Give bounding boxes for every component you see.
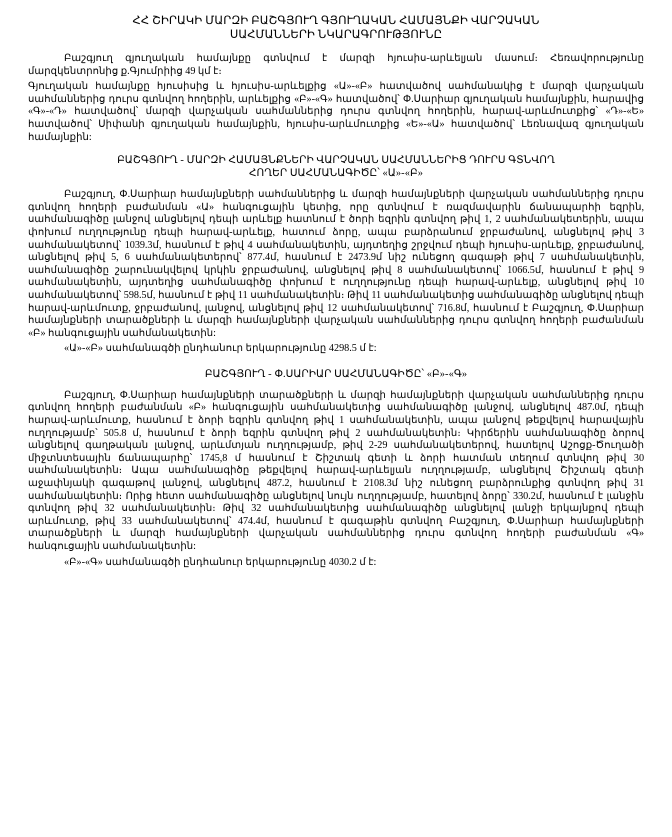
intro-paragraph-2: Գյուղական համայնքը հյուսիսից և հյուսիս-արևելքից «Ա»-«Բ» հատվածով սահմանակից է մարզի վարչական սահմաններից դուրս գտնվող հողերին, արևելքից «Բ»-«Գ» հատվածով՝ Փ.Սարիար գյուղական համայնքին, հարավից «Գ»-«Դ» հատվածով՝ մարզի վարչական սահմաններից դուրս գտնվող հողերին, հարավ-արևմուտքից՝ «Դ»-«Ե» հատվածով՝ Սիփանի գյուղական համայնքին, հյուսիս-արևմուտքից «Ե»-«Ա» հատվածով՝ Լեռնավազ գյուղական համայնքին: — [28, 81, 644, 143]
section-bg-total-length: «Բ»-«Գ» սահմանագծի ընդհանուր երկարությունը 4030.2 մ է: — [64, 556, 377, 568]
section-heading-ab-line-2: ՀՈՂԵՐ ՍԱՀՄԱՆԱԳԻԾԸ՝ «Ա»-«Բ» — [248, 168, 424, 180]
section-heading-ab — [28, 154, 644, 180]
section-bg-paragraph: Բաշգյուղ, Փ.Սարիար համայնքների տարածքների և մարզի համայնքների վարչական սահմաններից դուրս գտնվող հողերի բաժանման «Բ» հանգուցային սահմանակետից սահմանագիծը լանջով, անցնելով 487.0մ, դեպի հարավ-արևմուտք, հասնում է ձորի եզրին գտնվող թիվ 1 սահմանակետին, ապա լանջով թեքվելով հարավային ուղղությամբ՝ 505.8 մ, հասնում է ձորի եզրին գտնվող թիվ 2 սահմանակետին։ Կիրճերին սահմանագիծը ձորով անցնելով գաղթական լանջով, արևմտյան ուղղությամբ, թիվ 2-29 սահմանակետերով, հատելով Աշոցք-Ծուղածի միջտնտեսային ճանապարհը՝ 1745,8 մ հասնում է Շիշտակ գետի և ձորի հատման տեղում գտնվող թիվ 30 սահմանակետին։ Ապա սահմանագիծը թեքվելով հարավ-արևելյան ուղղությամբ, անցնելով Շիշտակ գետի աջափնյակի գագաթով լանջով, անցնելով 487.2, հասնում է 2108.3մ նիշ ունեցող բարձրունքից գտնվող թիվ 31 սահմանակետին։ Որից հետո սահմանագիծը անցնելով նույն ուղղությամբ, հատելով ձորը՝ 330.2մ, հասնում է լանջին գտնվող թիվ 32 սահմանակետին։ Թիվ 32 սահմանակետից սահմանագիծը անցնելով լանջի երկայնքով դեպի արևմուտք, թիվ 33 սահմանակետով՝ 474.4մ, հասնում է գագաթին գտնվող Բաշգյուղ, Փ.Սարիար համայնքների տարածքների և մարզի համայնքների վարչական սահմաններից դուրս գտնվող հողերի բաժանման «Գ» հանգուցային սահմանակետին: — [28, 389, 644, 552]
section-ab-total-length: «Ա»-«Բ» սահմանագծի ընդհանուր երկարությունը 4298.5 մ է: — [64, 343, 377, 355]
document-title-line-1: ՀՀ ՇԻՐԱԿԻ ՄԱՐԶԻ ԲԱՇԳՅՈՒՂ ԳՅՈՒՂԱԿԱՆ ՀԱՄԱՅՆՔԻ ՎԱՐՉԱԿԱՆ — [132, 15, 540, 27]
document-title — [28, 14, 644, 42]
intro-paragraph-1: Բաշգյուղ գյուղական համայնքը գտնվում է մարզի հյուսիս-արևելյան մասում։ Հեռավորությունը մարզկենտրոնից ք.Գյումրիից 49 կմ է։ — [28, 53, 644, 77]
document-title-line-2: ՍԱՀՄԱՆՆԵՐԻ ՆԿԱՐԱԳՐՈՒԹՅՈՒՆԸ — [229, 29, 443, 41]
section-ab-paragraph: Բաշգյուղ, Փ.Սարիար համայնքների սահմաններից և մարզի համայնքների վարչական սահմաններից դուրս գտնվող հողերի բաժանման «Ա» հանգուցային կետից, որը գտնվում է ռազմավարին ճանապարհի եզրին, սահմանագիծը լանջով անցնելով դեպի արևելք հատնում է ծորի եզրին գտնվող թիվ 1, 2 սահմանակետերին, ապա փոխում ուղղությունը դեպի հարավ-արևելք, հատում ձորը, ապա բարձրանում ջրբաժանով, անցնելով թիվ 3 սահմանակետով՝ 1039.3մ, հասնում է թիվ 4 սահմանակետին, այդտեղից շրջվում դեպի հյուսիս-արևելք, ջրբաժանով, անցնելով թիվ 5, 6 սահմանակետերով՝ 877.4մ, հասնում է 2473.9մ նիշ ունեցող գագաթի թիվ 7 սահմանակետին, սահմանագիծը շարունակվելով կրկին ջրբաժանով, անցնելով թիվ 8 սահմանակետով՝ 1066.5մ, հասնում է թիվ 9 սահմանակետին, այդտեղից սահմանագիծը փոխում է ուղղությունը դեպի հարավ-արևելք, անցնելով թիվ 10 սահմանակետով՝ 598.5մ, հասնում է թիվ 11 սահմանակետին։ Թիվ 11 սահմանակետից սահմանագիծը անցնելով դեպի հարավ-արևմուտք, ջրբաժանով, լանջով, անցնելով թիվ 12 սահմանակետով՝ 716.8մ, հասնում է Բաշգյուղ, Փ.Սարիար համայնքների տարածքների և մարզի համայնքների վարչական սահմաններից դուրս գտնվող հողերի բաժանման «Բ» հանգուցային սահմանակետին: — [28, 189, 644, 339]
section-heading-bg-line-1: ԲԱՇԳՅՈՒՂ - Փ.ՍԱՐԻԱՐ ՍԱՀՄԱՆԱԳԻԾԸ՝ «Բ»-«Գ» — [204, 368, 468, 380]
section-heading-ab-line-1: ԲԱՇԳՅՈՒՂ - ՄԱՐԶԻ ՀԱՄԱՅՆՔՆԵՐԻ ՎԱՐՉԱԿԱՆ ՍԱՀՄԱՆՆԵՐԻՑ ԴՈՒՐՍ ԳՏՆՎՈՂ — [117, 155, 555, 167]
section-heading-bg — [28, 368, 644, 381]
